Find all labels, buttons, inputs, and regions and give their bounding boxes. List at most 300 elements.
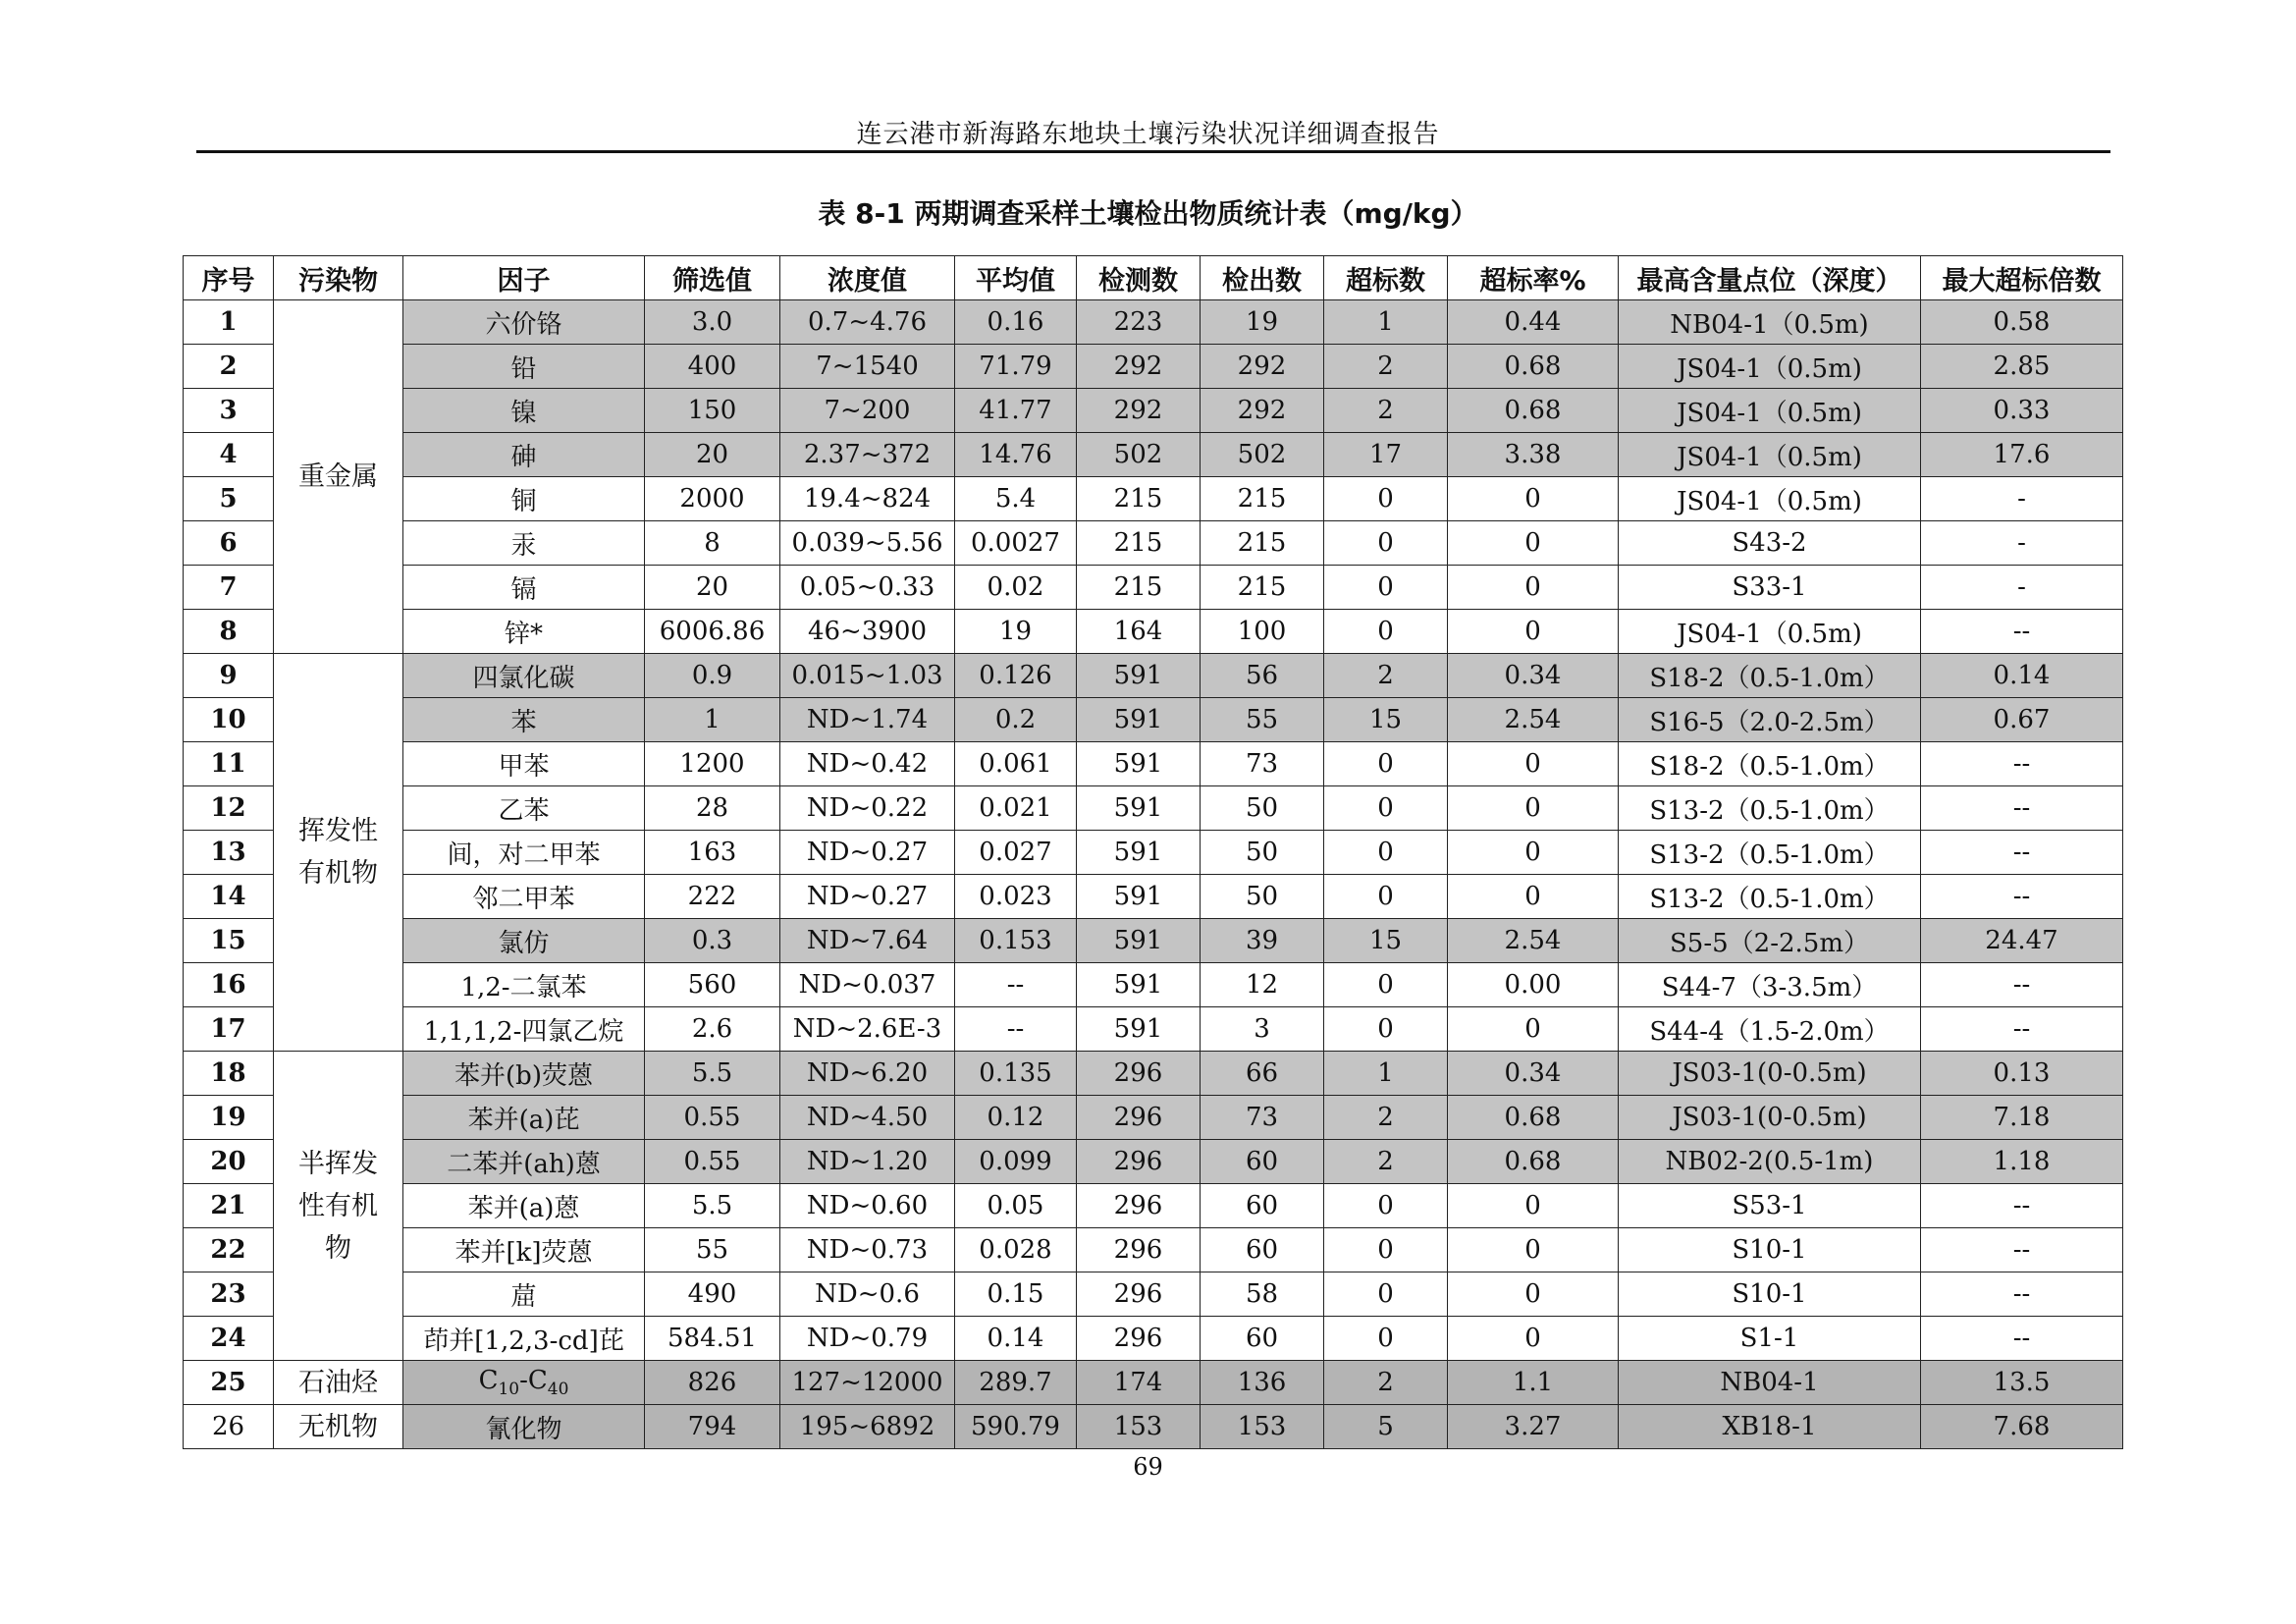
screen-cell: 560 <box>645 963 780 1007</box>
screen-cell: 20 <box>645 566 780 610</box>
category-cell <box>274 654 403 1052</box>
category-label: 物 <box>325 1232 351 1264</box>
table-row <box>184 1140 2123 1184</box>
tested-cell: 296 <box>1077 1272 1201 1317</box>
rate-cell: 0 <box>1448 742 1619 786</box>
category-label: 半挥发 <box>298 1148 378 1179</box>
rate-cell: 0.68 <box>1448 345 1619 389</box>
exceed-cell: 15 <box>1324 919 1448 963</box>
range-cell: ND~4.50 <box>780 1096 955 1140</box>
screen-cell: 0.55 <box>645 1140 780 1184</box>
tested-cell: 296 <box>1077 1317 1201 1361</box>
avg-cell: 19 <box>955 610 1077 654</box>
table-row <box>184 1317 2123 1361</box>
range-cell: ND~0.73 <box>780 1228 955 1272</box>
max-loc-cell: JS04-1（0.5m) <box>1619 610 1921 654</box>
tested-cell: 292 <box>1077 345 1201 389</box>
screen-cell: 6006.86 <box>645 610 780 654</box>
max-loc-cell: JS04-1（0.5m) <box>1619 477 1921 521</box>
max-mult-cell: -- <box>1921 1184 2123 1228</box>
max-mult-cell: 0.33 <box>1921 389 2123 433</box>
range-cell: ND~0.27 <box>780 831 955 875</box>
max-loc-cell: JS04-1（0.5m) <box>1619 433 1921 477</box>
col-header: 平均值 <box>955 256 1077 300</box>
row-number: 4 <box>184 433 274 477</box>
range-cell: 127~12000 <box>780 1361 955 1405</box>
max-mult-cell: 2.85 <box>1921 345 2123 389</box>
page-number: 69 <box>1133 1453 1163 1481</box>
factor-cell: 四氯化碳 <box>403 654 645 698</box>
screen-cell: 0.3 <box>645 919 780 963</box>
screen-cell: 2000 <box>645 477 780 521</box>
col-header: 最大超标倍数 <box>1921 256 2123 300</box>
exceed-cell: 0 <box>1324 1228 1448 1272</box>
category-cell <box>274 1052 403 1361</box>
tested-cell: 591 <box>1077 654 1201 698</box>
screen-cell: 8 <box>645 521 780 566</box>
row-number: 2 <box>184 345 274 389</box>
screen-cell: 5.5 <box>645 1184 780 1228</box>
max-mult-cell: 0.58 <box>1921 300 2123 345</box>
max-loc-cell: S53-1 <box>1619 1184 1921 1228</box>
col-header: 浓度值 <box>780 256 955 300</box>
table-row <box>184 521 2123 566</box>
exceed-cell: 2 <box>1324 1096 1448 1140</box>
avg-cell: 0.14 <box>955 1317 1077 1361</box>
max-mult-cell: - <box>1921 566 2123 610</box>
detected-cell: 215 <box>1201 521 1324 566</box>
detected-cell: 50 <box>1201 831 1324 875</box>
category-cell <box>274 1361 403 1405</box>
max-mult-cell: 1.18 <box>1921 1140 2123 1184</box>
range-cell: 7~1540 <box>780 345 955 389</box>
avg-cell: -- <box>955 1007 1077 1052</box>
tested-cell: 591 <box>1077 831 1201 875</box>
max-mult-cell: 24.47 <box>1921 919 2123 963</box>
detected-cell: 73 <box>1201 1096 1324 1140</box>
max-loc-cell: S33-1 <box>1619 566 1921 610</box>
rate-cell: 0 <box>1448 521 1619 566</box>
factor-cell: 1,2-二氯苯 <box>403 963 645 1007</box>
exceed-cell: 5 <box>1324 1405 1448 1449</box>
exceed-cell: 2 <box>1324 1140 1448 1184</box>
range-cell: 0.7~4.76 <box>780 300 955 345</box>
exceed-cell: 0 <box>1324 831 1448 875</box>
factor-cell: 1,1,1,2-四氯乙烷 <box>403 1007 645 1052</box>
max-mult-cell: -- <box>1921 1317 2123 1361</box>
row-number: 10 <box>184 698 274 742</box>
screen-cell: 400 <box>645 345 780 389</box>
exceed-cell: 0 <box>1324 477 1448 521</box>
exceed-cell: 15 <box>1324 698 1448 742</box>
rate-cell: 0 <box>1448 1317 1619 1361</box>
max-mult-cell: -- <box>1921 610 2123 654</box>
rate-cell: 0 <box>1448 1184 1619 1228</box>
max-mult-cell: 0.67 <box>1921 698 2123 742</box>
table-row <box>184 300 2123 345</box>
row-number: 8 <box>184 610 274 654</box>
col-header: 超标数 <box>1324 256 1448 300</box>
category-label: 有机物 <box>298 858 378 889</box>
category-label: 性有机 <box>298 1190 378 1221</box>
row-number: 24 <box>184 1317 274 1361</box>
rate-cell: 2.54 <box>1448 698 1619 742</box>
range-cell: 2.37~372 <box>780 433 955 477</box>
rate-cell: 3.38 <box>1448 433 1619 477</box>
table-row <box>184 477 2123 521</box>
exceed-cell: 0 <box>1324 1184 1448 1228</box>
max-loc-cell: JS04-1（0.5m) <box>1619 389 1921 433</box>
factor-cell: 苯并(a)蒽 <box>403 1184 645 1228</box>
rate-cell: 0.68 <box>1448 1096 1619 1140</box>
avg-cell: 0.061 <box>955 742 1077 786</box>
range-cell: 46~3900 <box>780 610 955 654</box>
rate-cell: 1.1 <box>1448 1361 1619 1405</box>
row-number: 26 <box>184 1405 274 1449</box>
category-cell <box>274 300 403 654</box>
max-mult-cell: -- <box>1921 1007 2123 1052</box>
detected-cell: 50 <box>1201 786 1324 831</box>
avg-cell: 0.023 <box>955 875 1077 919</box>
exceed-cell: 1 <box>1324 300 1448 345</box>
row-number: 6 <box>184 521 274 566</box>
range-cell: ND~1.20 <box>780 1140 955 1184</box>
table-row <box>184 831 2123 875</box>
range-cell: ND~0.27 <box>780 875 955 919</box>
detected-cell: 12 <box>1201 963 1324 1007</box>
table-row <box>184 345 2123 389</box>
detected-cell: 73 <box>1201 742 1324 786</box>
table-row <box>184 742 2123 786</box>
factor-cell: 邻二甲苯 <box>403 875 645 919</box>
avg-cell: 0.15 <box>955 1272 1077 1317</box>
factor-text: -C <box>519 1365 548 1395</box>
avg-cell: 0.021 <box>955 786 1077 831</box>
col-header: 因子 <box>403 256 645 300</box>
exceed-cell: 0 <box>1324 786 1448 831</box>
exceed-cell: 0 <box>1324 742 1448 786</box>
row-number: 12 <box>184 786 274 831</box>
avg-cell: 0.16 <box>955 300 1077 345</box>
col-header: 筛选值 <box>645 256 780 300</box>
table-row <box>184 1007 2123 1052</box>
running-header: 连云港市新海路东地块土壤污染状况详细调查报告 <box>856 120 1440 149</box>
row-number: 15 <box>184 919 274 963</box>
rate-cell: 0 <box>1448 477 1619 521</box>
exceed-cell: 2 <box>1324 389 1448 433</box>
factor-cell: 砷 <box>403 433 645 477</box>
exceed-cell: 0 <box>1324 610 1448 654</box>
detected-cell: 215 <box>1201 477 1324 521</box>
header-rule <box>196 150 2110 153</box>
range-cell: 7~200 <box>780 389 955 433</box>
table-row <box>184 1405 2123 1449</box>
table-row <box>184 1361 2123 1405</box>
screen-cell: 222 <box>645 875 780 919</box>
table-row <box>184 1272 2123 1317</box>
factor-cell: 苯并[k]荧蒽 <box>403 1228 645 1272</box>
factor-cell: 苯并(b)荧蒽 <box>403 1052 645 1096</box>
factor-cell: 氯仿 <box>403 919 645 963</box>
max-loc-cell: JS03-1(0-0.5m) <box>1619 1096 1921 1140</box>
table-row <box>184 654 2123 698</box>
max-mult-cell: 17.6 <box>1921 433 2123 477</box>
avg-cell: 0.0027 <box>955 521 1077 566</box>
avg-cell: 5.4 <box>955 477 1077 521</box>
max-loc-cell: S10-1 <box>1619 1228 1921 1272</box>
col-header: 污染物 <box>274 256 403 300</box>
factor-cell: 氰化物 <box>403 1405 645 1449</box>
col-header: 序号 <box>184 256 274 300</box>
max-loc-cell: S44-4（1.5-2.0m） <box>1619 1007 1921 1052</box>
row-number: 9 <box>184 654 274 698</box>
category-label: 重金属 <box>298 461 378 492</box>
max-loc-cell: JS03-1(0-0.5m) <box>1619 1052 1921 1096</box>
max-loc-cell: NB02-2(0.5-1m) <box>1619 1140 1921 1184</box>
max-loc-cell: S10-1 <box>1619 1272 1921 1317</box>
detected-cell: 153 <box>1201 1405 1324 1449</box>
max-mult-cell: -- <box>1921 786 2123 831</box>
factor-cell: 苯 <box>403 698 645 742</box>
screen-cell: 3.0 <box>645 300 780 345</box>
rate-cell: 0 <box>1448 1007 1619 1052</box>
exceed-cell: 2 <box>1324 654 1448 698</box>
factor-cell: 二苯并(ah)蒽 <box>403 1140 645 1184</box>
range-cell: ND~2.6E-3 <box>780 1007 955 1052</box>
row-number: 1 <box>184 300 274 345</box>
data-table <box>183 255 2123 1449</box>
row-number: 11 <box>184 742 274 786</box>
col-header: 超标率% <box>1448 256 1619 300</box>
range-cell: ND~0.6 <box>780 1272 955 1317</box>
screen-cell: 28 <box>645 786 780 831</box>
screen-cell: 150 <box>645 389 780 433</box>
detected-cell: 100 <box>1201 610 1324 654</box>
factor-text: C <box>478 1365 499 1395</box>
range-cell: ND~0.60 <box>780 1184 955 1228</box>
max-mult-cell: -- <box>1921 1228 2123 1272</box>
detected-cell: 56 <box>1201 654 1324 698</box>
table-row <box>184 1052 2123 1096</box>
screen-cell: 55 <box>645 1228 780 1272</box>
avg-cell: 0.12 <box>955 1096 1077 1140</box>
rate-cell: 0.00 <box>1448 963 1619 1007</box>
factor-cell: 六价铬 <box>403 300 645 345</box>
table-row <box>184 1096 2123 1140</box>
factor-cell: 汞 <box>403 521 645 566</box>
row-number: 22 <box>184 1228 274 1272</box>
screen-cell: 0.55 <box>645 1096 780 1140</box>
avg-cell: 590.79 <box>955 1405 1077 1449</box>
rate-cell: 0 <box>1448 1228 1619 1272</box>
screen-cell: 0.9 <box>645 654 780 698</box>
detected-cell: 39 <box>1201 919 1324 963</box>
row-number: 16 <box>184 963 274 1007</box>
detected-cell: 292 <box>1201 389 1324 433</box>
row-number: 17 <box>184 1007 274 1052</box>
exceed-cell: 0 <box>1324 875 1448 919</box>
detected-cell: 60 <box>1201 1317 1324 1361</box>
factor-cell: 苯并(a)芘 <box>403 1096 645 1140</box>
tested-cell: 296 <box>1077 1184 1201 1228</box>
tested-cell: 215 <box>1077 566 1201 610</box>
range-cell: ND~0.79 <box>780 1317 955 1361</box>
factor-cell: 锌* <box>403 610 645 654</box>
max-loc-cell: S13-2（0.5-1.0m） <box>1619 786 1921 831</box>
factor-cell: 甲苯 <box>403 742 645 786</box>
tested-cell: 215 <box>1077 521 1201 566</box>
factor-cell: 镍 <box>403 389 645 433</box>
col-header: 最高含量点位（深度） <box>1619 256 1921 300</box>
table-row <box>184 786 2123 831</box>
max-mult-cell: -- <box>1921 742 2123 786</box>
category-label: 石油烃 <box>298 1367 378 1398</box>
exceed-cell: 0 <box>1324 1317 1448 1361</box>
range-cell: ND~0.42 <box>780 742 955 786</box>
row-number: 18 <box>184 1052 274 1096</box>
avg-cell: 0.099 <box>955 1140 1077 1184</box>
exceed-cell: 0 <box>1324 1272 1448 1317</box>
avg-cell: 41.77 <box>955 389 1077 433</box>
tested-cell: 296 <box>1077 1052 1201 1096</box>
factor-subscript: 10 <box>498 1380 520 1400</box>
max-loc-cell: S18-2（0.5-1.0m） <box>1619 742 1921 786</box>
max-mult-cell: -- <box>1921 1272 2123 1317</box>
range-cell: ND~7.64 <box>780 919 955 963</box>
tested-cell: 591 <box>1077 786 1201 831</box>
detected-cell: 66 <box>1201 1052 1324 1096</box>
max-mult-cell: -- <box>1921 963 2123 1007</box>
row-number: 14 <box>184 875 274 919</box>
rate-cell: 0.34 <box>1448 1052 1619 1096</box>
max-mult-cell: 7.18 <box>1921 1096 2123 1140</box>
screen-cell: 163 <box>645 831 780 875</box>
col-header: 检出数 <box>1201 256 1324 300</box>
max-mult-cell: 13.5 <box>1921 1361 2123 1405</box>
rate-cell: 3.27 <box>1448 1405 1619 1449</box>
table-row <box>184 610 2123 654</box>
tested-cell: 223 <box>1077 300 1201 345</box>
avg-cell: 0.126 <box>955 654 1077 698</box>
exceed-cell: 0 <box>1324 1007 1448 1052</box>
detected-cell: 292 <box>1201 345 1324 389</box>
detected-cell: 50 <box>1201 875 1324 919</box>
table-row <box>184 1228 2123 1272</box>
row-number: 19 <box>184 1096 274 1140</box>
exceed-cell: 2 <box>1324 1361 1448 1405</box>
range-cell: 0.05~0.33 <box>780 566 955 610</box>
avg-cell: 0.027 <box>955 831 1077 875</box>
table-row <box>184 919 2123 963</box>
table-row <box>184 963 2123 1007</box>
max-mult-cell: 7.68 <box>1921 1405 2123 1449</box>
detected-cell: 502 <box>1201 433 1324 477</box>
table-header-row <box>184 256 2123 300</box>
table-row <box>184 566 2123 610</box>
tested-cell: 153 <box>1077 1405 1201 1449</box>
range-cell: 0.039~5.56 <box>780 521 955 566</box>
rate-cell: 0 <box>1448 566 1619 610</box>
tested-cell: 296 <box>1077 1140 1201 1184</box>
screen-cell: 584.51 <box>645 1317 780 1361</box>
range-cell: ND~1.74 <box>780 698 955 742</box>
detected-cell: 215 <box>1201 566 1324 610</box>
range-cell: ND~0.22 <box>780 786 955 831</box>
avg-cell: 0.028 <box>955 1228 1077 1272</box>
factor-cell: 铅 <box>403 345 645 389</box>
max-loc-cell: NB04-1（0.5m) <box>1619 300 1921 345</box>
max-loc-cell: JS04-1（0.5m) <box>1619 345 1921 389</box>
avg-cell: 0.02 <box>955 566 1077 610</box>
screen-cell: 2.6 <box>645 1007 780 1052</box>
tested-cell: 296 <box>1077 1228 1201 1272</box>
factor-cell <box>403 1361 645 1405</box>
range-cell: 195~6892 <box>780 1405 955 1449</box>
max-loc-cell: S44-7（3-3.5m） <box>1619 963 1921 1007</box>
max-loc-cell: S13-2（0.5-1.0m） <box>1619 831 1921 875</box>
avg-cell: 0.2 <box>955 698 1077 742</box>
category-cell <box>274 1405 403 1449</box>
screen-cell: 826 <box>645 1361 780 1405</box>
detected-cell: 55 <box>1201 698 1324 742</box>
table-row <box>184 433 2123 477</box>
tested-cell: 591 <box>1077 963 1201 1007</box>
table-title: 表 8-1 两期调查采样土壤检出物质统计表（mg/kg） <box>818 197 1478 230</box>
row-number: 7 <box>184 566 274 610</box>
rate-cell: 0.44 <box>1448 300 1619 345</box>
tested-cell: 591 <box>1077 1007 1201 1052</box>
screen-cell: 20 <box>645 433 780 477</box>
rate-cell: 0 <box>1448 610 1619 654</box>
factor-subscript: 40 <box>547 1380 569 1400</box>
rate-cell: 0.68 <box>1448 1140 1619 1184</box>
avg-cell: -- <box>955 963 1077 1007</box>
max-loc-cell: NB04-1 <box>1619 1361 1921 1405</box>
table-row <box>184 1184 2123 1228</box>
exceed-cell: 1 <box>1324 1052 1448 1096</box>
tested-cell: 296 <box>1077 1096 1201 1140</box>
tested-cell: 164 <box>1077 610 1201 654</box>
factor-cell: 间，对二甲苯 <box>403 831 645 875</box>
avg-cell: 0.135 <box>955 1052 1077 1096</box>
range-cell: ND~6.20 <box>780 1052 955 1096</box>
screen-cell: 794 <box>645 1405 780 1449</box>
tested-cell: 292 <box>1077 389 1201 433</box>
row-number: 25 <box>184 1361 274 1405</box>
max-mult-cell: 0.13 <box>1921 1052 2123 1096</box>
detected-cell: 60 <box>1201 1228 1324 1272</box>
factor-cell: 镉 <box>403 566 645 610</box>
range-cell: ND~0.037 <box>780 963 955 1007</box>
max-loc-cell: S13-2（0.5-1.0m） <box>1619 875 1921 919</box>
tested-cell: 591 <box>1077 875 1201 919</box>
category-label: 无机物 <box>298 1411 378 1442</box>
factor-cell: 铜 <box>403 477 645 521</box>
exceed-cell: 2 <box>1324 345 1448 389</box>
max-mult-cell: - <box>1921 477 2123 521</box>
max-mult-cell: -- <box>1921 831 2123 875</box>
exceed-cell: 0 <box>1324 521 1448 566</box>
category-label: 挥发性 <box>298 816 378 846</box>
factor-cell: 乙苯 <box>403 786 645 831</box>
tested-cell: 174 <box>1077 1361 1201 1405</box>
detected-cell: 19 <box>1201 300 1324 345</box>
row-number: 21 <box>184 1184 274 1228</box>
avg-cell: 71.79 <box>955 345 1077 389</box>
range-cell: 0.015~1.03 <box>780 654 955 698</box>
row-number: 5 <box>184 477 274 521</box>
avg-cell: 289.7 <box>955 1361 1077 1405</box>
